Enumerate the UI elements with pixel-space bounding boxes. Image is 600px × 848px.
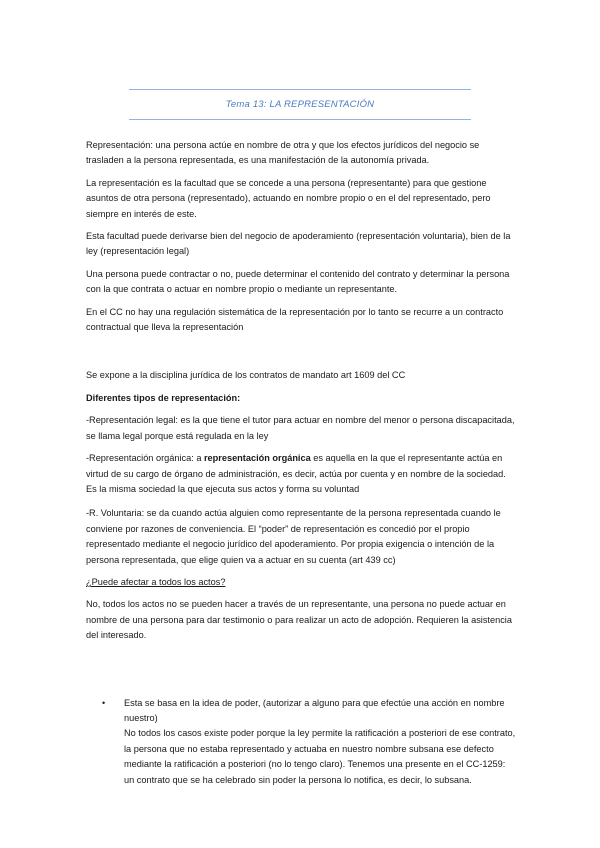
page-title: Tema 13: LA REPRESENTACIÓN <box>225 99 375 110</box>
paragraph-regulacion: En el CC no hay una regulación sistemática de la representación por lo tanto se recurre a un contracto contractual que lleva la representación <box>86 306 504 333</box>
organica-bold: representación orgánica <box>203 453 311 464</box>
paragraph-origen: Esta facultad puede derivarse bien del negocio de apoderamiento (representación voluntaria), bien de la ley (representación legal) <box>86 231 511 257</box>
paragraph-organica <box>86 451 516 497</box>
question-heading: ¿Puede afectar a todos los actos? <box>86 576 226 587</box>
bullet-line-ratificacion: No todos los casos existe poder porque la ley permite la ratificación a posteriori de ese contrato, la persona que no estaba representado y actuaba en nuestro nombre subsana ese defecto mediante la ratificación a posteriori (no lo tengo claro). Tenemos una presente en el CC-1259: un contrato que se ha celebrado sin poder la persona lo notifica, es decir, lo subsana. <box>124 728 516 785</box>
paragraph-voluntaria: -R. Voluntaria: se da cuando actúa alguien como representante de la persona representada cuando le conviene por razones de conveniencia. El “poder” de representación es concedió por el propio representado mediante el negocio jurídico del apoderamiento. Por propia exigencia o intención de la persona representada, que elige quien va a actuar en su cuenta (art 439 cc) <box>86 508 501 565</box>
document-body <box>86 138 516 788</box>
paragraph-answer: No, todos los actos no se pueden hacer a través de un representante, una persona no puede actuar en nombre de una persona para dar testimonio o para realizar un acto de adopción. Requieren la asistencia del interesado. <box>86 599 512 641</box>
list-item <box>86 696 516 788</box>
list-item-content <box>124 696 516 788</box>
bullet-line-poder: Esta se basa en la idea de poder, (autorizar a alguno para que efectúe una acción en nombre nuestro) <box>124 697 505 723</box>
paragraph-legal: -Representación legal: es la que tiene el tutor para actuar en nombre del menor o persona discapacitada, se llama legal porque está regulada en la ley <box>86 415 515 441</box>
paragraph-definition: Representación: una persona actúe en nombre de otra y que los efectos jurídicos del negocio se trasladen a la persona representada, es una manifestación de la autonomía privada. <box>86 140 480 166</box>
bullet-icon: • <box>102 697 106 708</box>
title-top-rule <box>129 89 471 90</box>
organica-prefix: -Representación orgánica: a <box>86 453 204 464</box>
paragraph-contratar: Una persona puede contractar o no, puede determinar el contenido del contrato y determinar la persona con la que contrata o actuar en nombre propio o mediante un representante. <box>86 268 510 295</box>
paragraph-mandato: Se expone a la disciplina jurídica de los contratos de mandato art 1609 del CC <box>86 370 406 381</box>
types-heading: Diferentes tipos de representación: <box>86 392 241 403</box>
paragraph-facultad: La representación es la facultad que se concede a una persona (representante) para que gestione asuntos de otra persona (representado), actuando en nombre propio o en el del representado, pero siempre en interés de este. <box>86 177 491 219</box>
organica-rest: es aquella en la que el representante actúa en virtud de su cargo de órgano de administración, es decir, actúa por cuenta y en nombre de la sociedad. Es la misma sociedad la que ejecuta sus actos y forma su voluntad <box>86 453 506 494</box>
title-bottom-rule <box>129 119 471 120</box>
